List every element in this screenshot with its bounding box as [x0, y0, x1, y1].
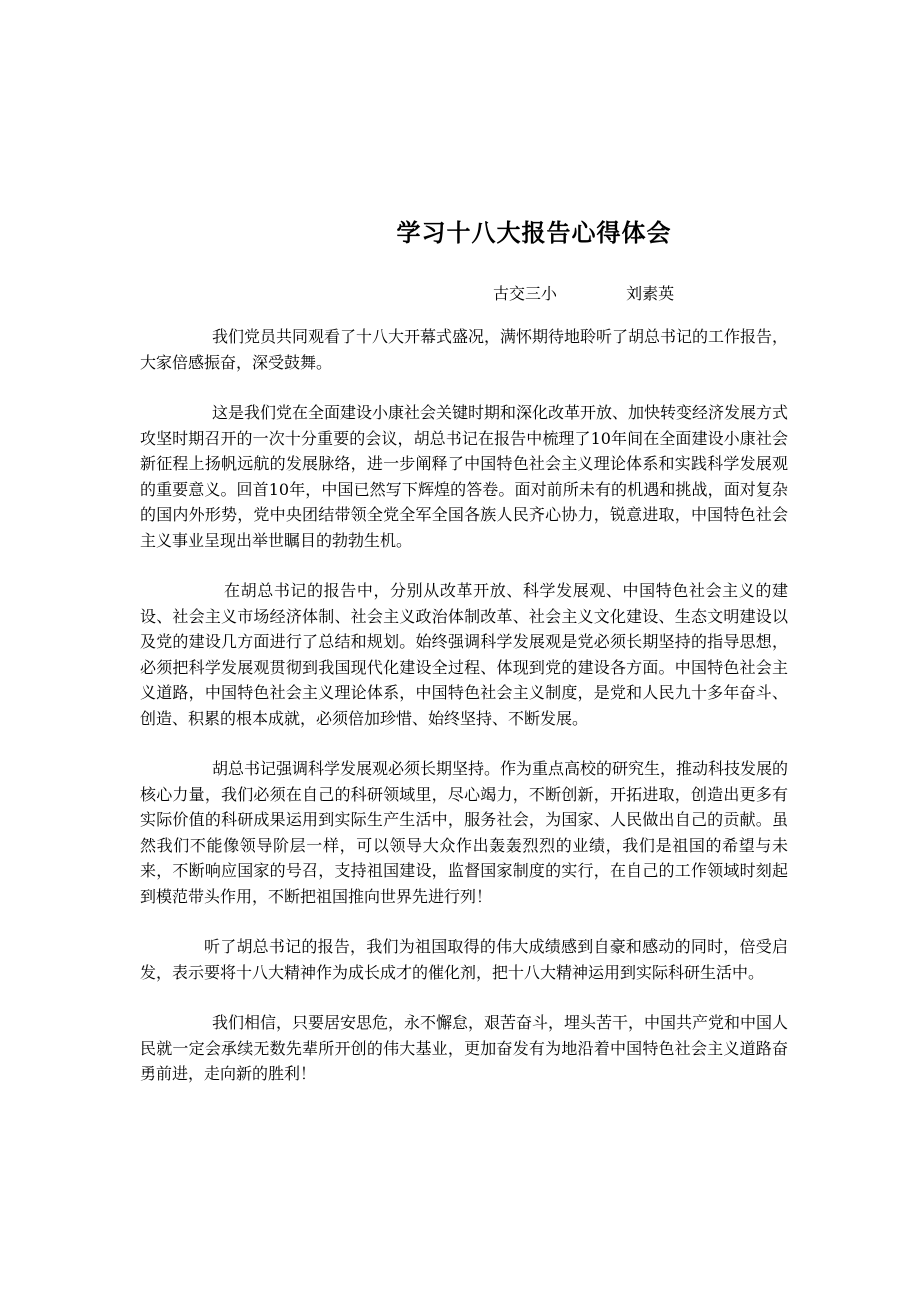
paragraph-2: 这是我们党在全面建设小康社会关键时期和深化改革开放、加快转变经济发展方式攻坚时期召开的一次十分重要的会议，胡总书记在报告中梳理了10年间在全面建设小康社会新征程上扬帆远航的发展脉络，进一步阐释了中国特色社会主义理论体系和实践科学发展观的重要意义。回首10年，中国已然写下辉煌的答卷。面对前所未有的机遇和挑战，面对复杂的国内外形势，党中央团结带领全党全军全国各族人民齐心协力，锐意进取，中国特色社会主义事业呈现出举世瞩目的勃勃生机。: [140, 403, 789, 550]
document-title: 学习十八大报告心得体会: [396, 219, 672, 247]
paragraph-3: 在胡总书记的报告中，分别从改革开放、科学发展观、中国特色社会主义的建设、社会主义市场经济体制、社会主义政治体制改革、社会主义文化建设、生态文明建设以及党的建设几方面进行了总结和规划。始终强调科学发展观是党必须长期坚持的指导思想，必须把科学发展观贯彻到我国现代化建设全过程、体现到党的建设各方面。中国特色社会主义道路，中国特色社会主义理论体系，中国特色社会主义制度，是党和人民九十多年奋斗、创造、积累的根本成就，必须倍加珍惜、始终坚持、不断发展。: [140, 581, 788, 728]
paragraph-6: 我们相信，只要居安思危，永不懈怠，艰苦奋斗，埋头苦干，中国共产党和中国人民就一定会承续无数先辈所开创的伟大基业，更加奋发有为地沿着中国特色社会主义道路奋勇前进，走向新的胜利！: [140, 1013, 789, 1083]
document-body: [140, 324, 788, 1112]
author-name: 刘素英: [626, 284, 675, 303]
author-school: 古交三小: [493, 284, 558, 303]
paragraph-1: 我们党员共同观看了十八大开幕式盛况，满怀期待地聆听了胡总书记的工作报告，大家倍感振奋，深受鼓舞。: [140, 327, 789, 372]
paragraph-4: 胡总书记强调科学发展观必须长期坚持。作为重点高校的研究生，推动科技发展的核心力量，我们必须在自己的科研领域里，尽心竭力，不断创新，开拓进取，创造出更多有实际价值的科研成果运用到实际生产生活中，服务社会，为国家、人民做出自己的贡献。虽然我们不能像领导阶层一样，可以领导大众作出轰轰烈烈的业绩，我们是祖国的希望与未来，不断响应国家的号召，支持祖国建设，监督国家制度的实行，在自己的工作领域时刻起到模范带头作用，不断把祖国推向世界先进行列！: [140, 759, 789, 906]
paragraph-5: 听了胡总书记的报告，我们为祖国取得的伟大成绩感到自豪和感动的同时，倍受启发，表示要将十八大精神作为成长成才的催化剂，把十八大精神运用到实际科研生活中。: [140, 937, 788, 982]
author-line: [493, 282, 674, 306]
